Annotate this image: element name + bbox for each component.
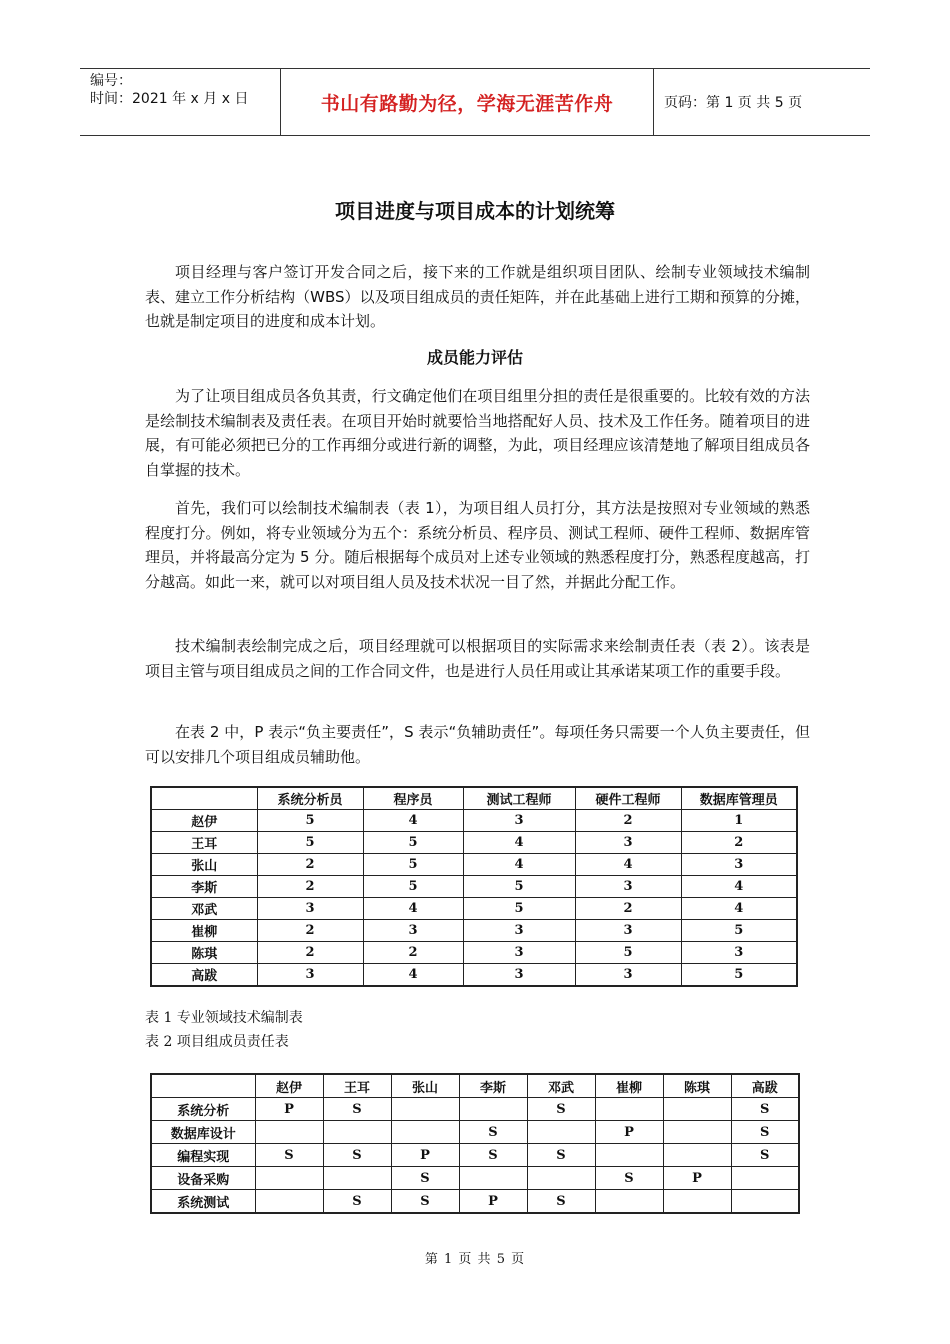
skills-table-cell: 4 (363, 964, 463, 987)
skills-table-cell: 4 (463, 832, 575, 854)
skills-table-cell: 3 (257, 964, 363, 987)
responsibility-table-cell: S (323, 1098, 391, 1121)
responsibility-table-row (151, 1121, 799, 1144)
skills-table (150, 786, 798, 987)
paragraph-2: 首先，我们可以绘制技术编制表（表 1），为项目组人员打分，其方法是按照对专业领域的熟悉程度打分。例如，将专业领域分为五个：系统分析员、程序员、测试工程师、硬件工程师、数据库管理员，并将最高分定为 5 分。随后根据每个成员对上述专业领域的熟悉程度打分，熟悉程度越高，打分越高。如此一来，就可以对项目组人员及技术状况一目了然，并据此分配工作。 (145, 499, 810, 591)
responsibility-table-cell: S (595, 1167, 663, 1190)
responsibility-table-cell (595, 1190, 663, 1214)
responsibility-table-cell (391, 1098, 459, 1121)
responsibility-table-cell (731, 1190, 799, 1214)
responsibility-table-row-label: 设备采购 (151, 1167, 255, 1190)
skills-table-row (151, 898, 797, 920)
header-meta (80, 69, 280, 135)
skills-table-cell: 2 (575, 810, 681, 832)
responsibility-table-cell: P (595, 1121, 663, 1144)
responsibility-table-row-label: 编程实现 (151, 1144, 255, 1167)
responsibility-table (150, 1073, 800, 1214)
responsibility-table-cell (595, 1144, 663, 1167)
skills-table-cell: 1 (681, 810, 797, 832)
responsibility-table-cell (255, 1167, 323, 1190)
intro-paragraph: 项目经理与客户签订开发合同之后，接下来的工作就是组织项目团队、绘制专业领域技术编制表、建立工作分析结构（WBS）以及项目组成员的责任矩阵，并在此基础上进行工期和预算的分摊，也就是制定项目的进度和成本计划。 (145, 263, 810, 330)
responsibility-table-cell: S (323, 1190, 391, 1214)
skills-table-header-cell: 系统分析员 (257, 787, 363, 810)
skills-table-row (151, 920, 797, 942)
skills-table-cell: 5 (463, 898, 575, 920)
skills-table-header-cell: 程序员 (363, 787, 463, 810)
skills-table-row-label: 李斯 (151, 876, 257, 898)
responsibility-table-cell (731, 1167, 799, 1190)
skills-table-header-cell: 测试工程师 (463, 787, 575, 810)
section-heading: 成员能力评估 (426, 348, 523, 367)
page-header (80, 68, 870, 136)
skills-table-header-cell (151, 787, 257, 810)
responsibility-table-cell: S (459, 1144, 527, 1167)
responsibility-table-row-label: 系统测试 (151, 1190, 255, 1214)
skills-table-cell: 2 (257, 920, 363, 942)
responsibility-table-cell (595, 1098, 663, 1121)
skills-table-row (151, 964, 797, 987)
skills-table-cell: 5 (363, 876, 463, 898)
skills-table-cell: 5 (257, 832, 363, 854)
skills-table-cell: 3 (463, 964, 575, 987)
skills-table-cell: 5 (575, 942, 681, 964)
header-motto: 书山有路勤为径，学海无涯苦作舟 (280, 69, 654, 135)
skills-table-cell: 3 (681, 942, 797, 964)
skills-table-cell: 5 (363, 854, 463, 876)
skills-table-row-label: 高跋 (151, 964, 257, 987)
skills-table-row-label: 邓武 (151, 898, 257, 920)
responsibility-table-cell: S (527, 1098, 595, 1121)
responsibility-table-header-cell: 陈琪 (663, 1074, 731, 1098)
skills-table-row (151, 854, 797, 876)
skills-table-cell: 4 (363, 898, 463, 920)
responsibility-table-cell: S (391, 1167, 459, 1190)
responsibility-table-cell (663, 1121, 731, 1144)
responsibility-table-cell (663, 1144, 731, 1167)
responsibility-table-body (151, 1098, 799, 1214)
skills-table-cell: 3 (257, 898, 363, 920)
responsibility-table-header-cell: 王耳 (323, 1074, 391, 1098)
responsibility-table-cell (459, 1098, 527, 1121)
skills-table-cell: 2 (575, 898, 681, 920)
skills-table-cell: 3 (575, 920, 681, 942)
responsibility-table-cell: S (731, 1144, 799, 1167)
responsibility-table-cell (527, 1121, 595, 1144)
responsibility-table-cell: S (391, 1190, 459, 1214)
table2-caption: 表 2 项目组成员责任表 (145, 1034, 289, 1050)
skills-table-cell: 4 (575, 854, 681, 876)
skills-table-cell: 3 (463, 810, 575, 832)
skills-table-cell: 3 (463, 920, 575, 942)
skills-table-row (151, 810, 797, 832)
responsibility-table-cell: S (731, 1121, 799, 1144)
skills-table-cell: 3 (575, 832, 681, 854)
responsibility-table-cell: P (459, 1190, 527, 1214)
skills-table-cell: 4 (681, 876, 797, 898)
responsibility-table-row-label: 数据库设计 (151, 1121, 255, 1144)
skills-table-cell: 3 (363, 920, 463, 942)
page-footer: 第 1 页 共 5 页 (424, 1252, 526, 1267)
skills-table-row (151, 942, 797, 964)
header-time-label: 时间：2021 年 x 月 x 日 (90, 91, 249, 107)
responsibility-table-header-cell: 张山 (391, 1074, 459, 1098)
responsibility-table-cell: S (731, 1098, 799, 1121)
header-page-info: 页码：第 1 页 共 5 页 (664, 95, 803, 111)
responsibility-table-cell (663, 1190, 731, 1214)
responsibility-table-header-row (151, 1074, 799, 1098)
paragraph-4: 在表 2 中，P 表示“负主要责任”，S 表示“负辅助责任”。每项任务只需要一个人负主要责任，但可以安排几个项目组成员辅助他。 (145, 723, 810, 766)
skills-table-cell: 4 (363, 810, 463, 832)
skills-table-row-label: 崔柳 (151, 920, 257, 942)
skills-table-cell: 2 (681, 832, 797, 854)
skills-table-cell: 2 (363, 942, 463, 964)
skills-table-row-label: 赵伊 (151, 810, 257, 832)
skills-table-cell: 3 (575, 876, 681, 898)
table1-caption: 表 1 专业领域技术编制表 (145, 1010, 303, 1026)
skills-table-cell: 2 (257, 876, 363, 898)
skills-table-cell: 2 (257, 942, 363, 964)
skills-table-header-row (151, 787, 797, 810)
skills-table-cell: 3 (463, 942, 575, 964)
skills-table-cell: 4 (681, 898, 797, 920)
skills-table-row (151, 876, 797, 898)
responsibility-table-row (151, 1167, 799, 1190)
skills-table-cell: 4 (463, 854, 575, 876)
header-number-label: 编号： (90, 73, 132, 89)
skills-table-row-label: 陈琪 (151, 942, 257, 964)
responsibility-table-cell: S (527, 1190, 595, 1214)
responsibility-table-header-cell: 邓武 (527, 1074, 595, 1098)
responsibility-table-cell (391, 1121, 459, 1144)
responsibility-table-row (151, 1098, 799, 1121)
responsibility-table-cell (459, 1167, 527, 1190)
skills-table-cell: 3 (575, 964, 681, 987)
responsibility-table-cell: S (459, 1121, 527, 1144)
skills-table-cell: 5 (681, 964, 797, 987)
responsibility-table-cell (255, 1121, 323, 1144)
responsibility-table-row (151, 1190, 799, 1214)
skills-table-cell: 2 (257, 854, 363, 876)
paragraph-1: 为了让项目组成员各负其责，行文确定他们在项目组里分担的责任是很重要的。比较有效的方法是绘制技术编制表及责任表。在项目开始时就要恰当地搭配好人员、技术及工作任务。随着项目的进展，有可能必须把已分的工作再细分或进行新的调整，为此，项目经理应该清楚地了解项目组成员各自掌握的技术。 (145, 387, 810, 479)
skills-table-header-cell: 数据库管理员 (681, 787, 797, 810)
responsibility-table-cell: S (323, 1144, 391, 1167)
responsibility-table-header-cell (151, 1074, 255, 1098)
document-title: 项目进度与项目成本的计划统筹 (335, 199, 615, 223)
responsibility-table-cell (663, 1098, 731, 1121)
skills-table-body (151, 810, 797, 987)
responsibility-table-header-cell: 崔柳 (595, 1074, 663, 1098)
skills-table-cell: 5 (681, 920, 797, 942)
responsibility-table-cell (255, 1190, 323, 1214)
skills-table-row (151, 832, 797, 854)
responsibility-table-cell: S (527, 1144, 595, 1167)
responsibility-table-cell (527, 1167, 595, 1190)
skills-table-cell: 5 (363, 832, 463, 854)
responsibility-table-header-cell: 高跋 (731, 1074, 799, 1098)
responsibility-table-header-cell: 赵伊 (255, 1074, 323, 1098)
responsibility-table-cell: S (255, 1144, 323, 1167)
responsibility-table-row-label: 系统分析 (151, 1098, 255, 1121)
skills-table-row-label: 张山 (151, 854, 257, 876)
paragraph-3: 技术编制表绘制完成之后，项目经理就可以根据项目的实际需求来绘制责任表（表 2）。该表是项目主管与项目组成员之间的工作合同文件，也是进行人员任用或让其承诺某项工作的重要手段。 (145, 637, 810, 680)
responsibility-table-cell: P (255, 1098, 323, 1121)
responsibility-table-cell: P (663, 1167, 731, 1190)
skills-table-cell: 5 (463, 876, 575, 898)
responsibility-table-cell (323, 1167, 391, 1190)
skills-table-row-label: 王耳 (151, 832, 257, 854)
responsibility-table-header-cell: 李斯 (459, 1074, 527, 1098)
skills-table-cell: 3 (681, 854, 797, 876)
responsibility-table-cell: P (391, 1144, 459, 1167)
responsibility-table-cell (323, 1121, 391, 1144)
skills-table-header-cell: 硬件工程师 (575, 787, 681, 810)
skills-table-cell: 5 (257, 810, 363, 832)
responsibility-table-row (151, 1144, 799, 1167)
